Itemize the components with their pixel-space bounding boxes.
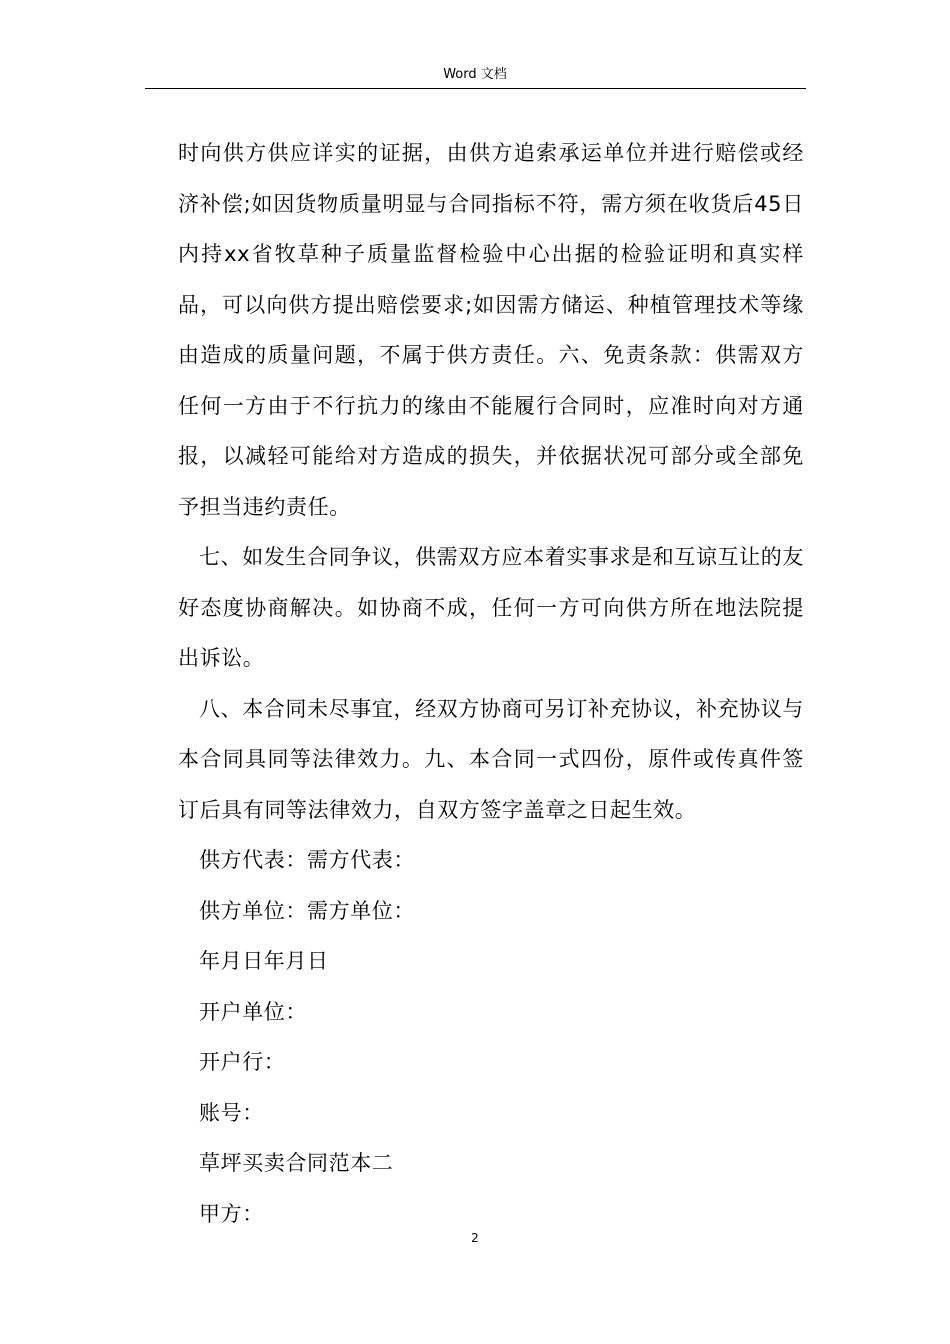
page-header: [145, 66, 805, 84]
paragraph-continuation: 时向供方供应详实的证据，由供方追索承运单位并进行赔偿或经济补偿;如因货物质量明显与合同指标不符，需方须在收货后45日内持xx省牧草种子质量监督检验中心出据的检验证明和真实样品，可以向供方提出赔偿要求;如因需方储运、种植管理技术等缘由造成的质量问题，不属于供方责任。六、免责条款：供需双方任何一方由于不行抗力的缘由不能履行合同时，应准时向对方通报，以减轻可能给对方造成的损失，并依据状况可部分或全部免予担当违约责任。: [178, 141, 804, 519]
line-account-number: 账号：: [199, 1100, 264, 1125]
line-party-a: 甲方：: [199, 1201, 264, 1226]
line-dates: 年月日年月日: [199, 949, 329, 973]
line-section-title: 草坪买卖合同范本二: [199, 1151, 394, 1175]
line-representatives: 供方代表：需方代表：: [199, 848, 415, 872]
line-units: 供方单位：需方单位：: [199, 898, 415, 923]
line-account-unit: 开户单位：: [199, 999, 307, 1024]
page-footer: [145, 1230, 805, 1246]
paragraph-dispute: 七、如发生合同争议，供需双方应本着实事求是和互谅互让的友好态度协商解决。如协商不成，任何一方可向供方所在地法院提出诉讼。: [178, 545, 804, 670]
paragraph-supplement: 八、本合同未尽事宜，经双方协商可另订补充协议，补充协议与本合同具同等法律效力。九、本合同一式四份，原件或传真件签订后具有同等法律效力，自双方签字盖章之日起生效。: [178, 696, 804, 822]
page-number: 2: [471, 1231, 479, 1245]
line-bank: 开户行：: [199, 1050, 286, 1074]
header-title: Word 文档: [443, 67, 507, 82]
header-divider: [145, 88, 806, 89]
document-body: [178, 128, 804, 1239]
